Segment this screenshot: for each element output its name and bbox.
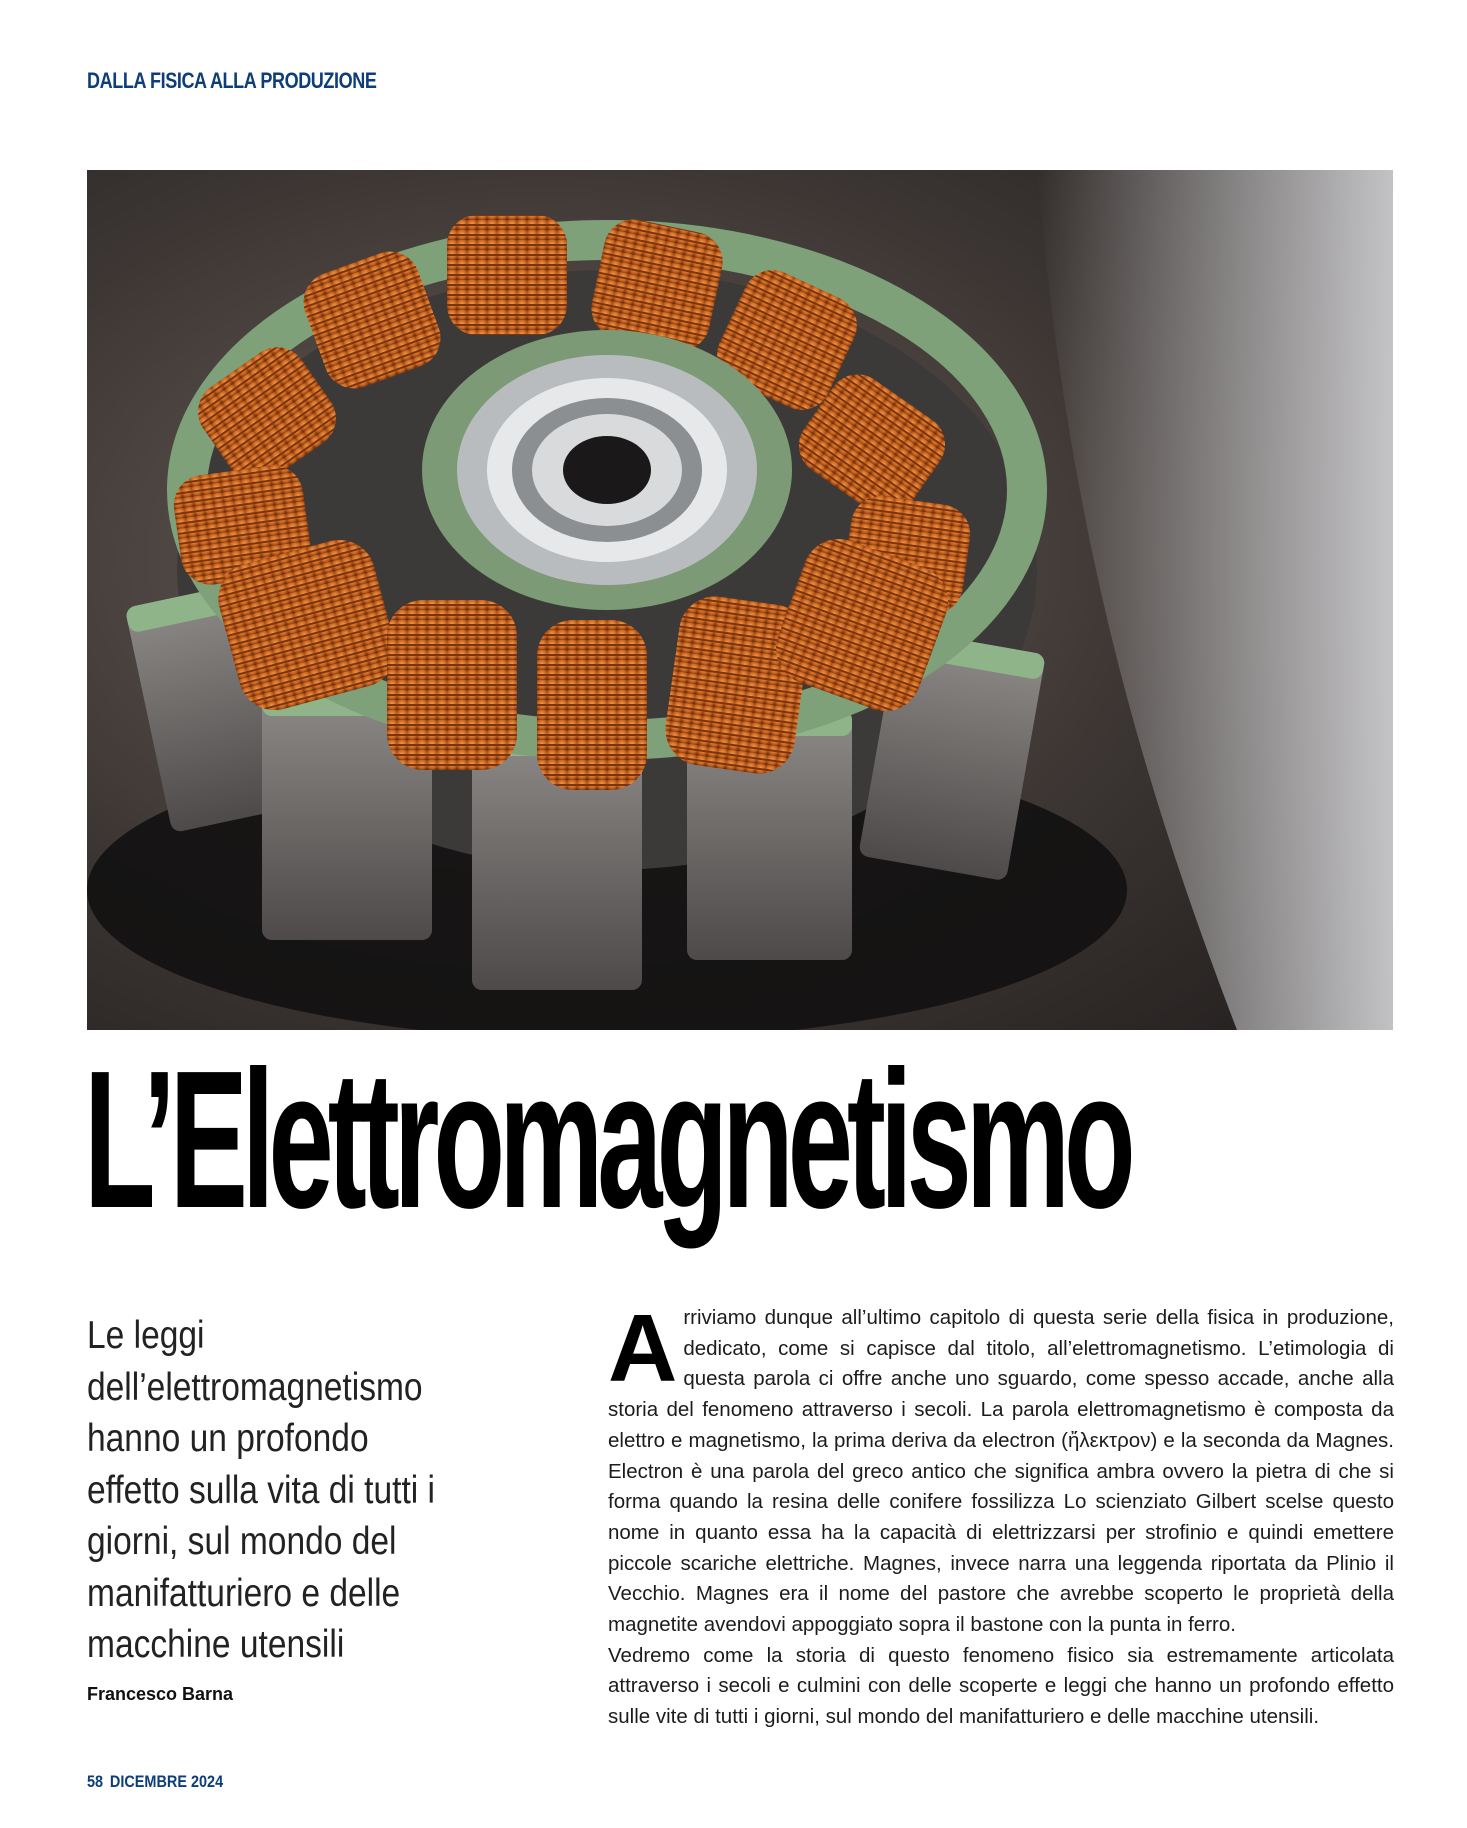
paragraph-text: rriviamo dunque all’ultimo capitolo di questa serie della fisica in produzione, dedicato, come si capisce dal titolo, all’elettromagnetismo. L’etimologia di questa parola ci offre anche uno sguardo, come spesso accade, anche alla storia del fenomeno attraverso i secoli. La parola elettromagnetismo è composta da elettro e magnetismo, la prima deriva da electron (ἤλεκτρον) e la seconda da Magnes. Electron è una parola del greco antico che significa ambra ovvero la pietra di che si forma quando la resina delle conifere fossilizza Lo scienziato Gilbert scelse questo nome in quanto essa ha la capacità di elettrizzarsi per strofinio e quindi emettere piccole scariche elettriche. Magnes, invece narra una leggenda riportata da Plinio il Vecchio. Magnes era il nome del pastore che avrebbe scoperto le proprietà della magnetite avendovi appoggiato sopra il bastone con la punta in ferro. bbox=[608, 1306, 1394, 1637]
page-footer bbox=[87, 1772, 230, 1792]
stator-coil-icon bbox=[87, 170, 1393, 1030]
article-paragraph bbox=[608, 1295, 1394, 1641]
article-author: Francesco Barna bbox=[87, 1684, 234, 1704]
article-paragraph: Vedremo come la storia di questo fenomeno fisico sia estremamente articolata attraverso i secoli e culmini con delle scoperte e leggi che hanno un profondo effetto sulle vite di tutti i giorni, sul mondo del manifatturiero e delle macchine utensili. bbox=[608, 1643, 1394, 1729]
article-standfirst: Le leggi dell’elettromagnetismo hanno un profondo effetto sulla vita di tutti i giorni, sul mondo del manifatturiero e delle macchine utensili bbox=[87, 1314, 436, 1666]
article-body bbox=[608, 1295, 1394, 1733]
issue-date: DICEMBRE 2024 bbox=[109, 1772, 224, 1791]
drop-cap: A bbox=[608, 1295, 678, 1402]
section-label: DALLA FISICA ALLA PRODUZIONE bbox=[87, 68, 377, 93]
page-number: 58 bbox=[87, 1772, 104, 1791]
hero-image bbox=[87, 170, 1393, 1030]
article-title: L’Elettromagnetismo bbox=[84, 1030, 1130, 1249]
